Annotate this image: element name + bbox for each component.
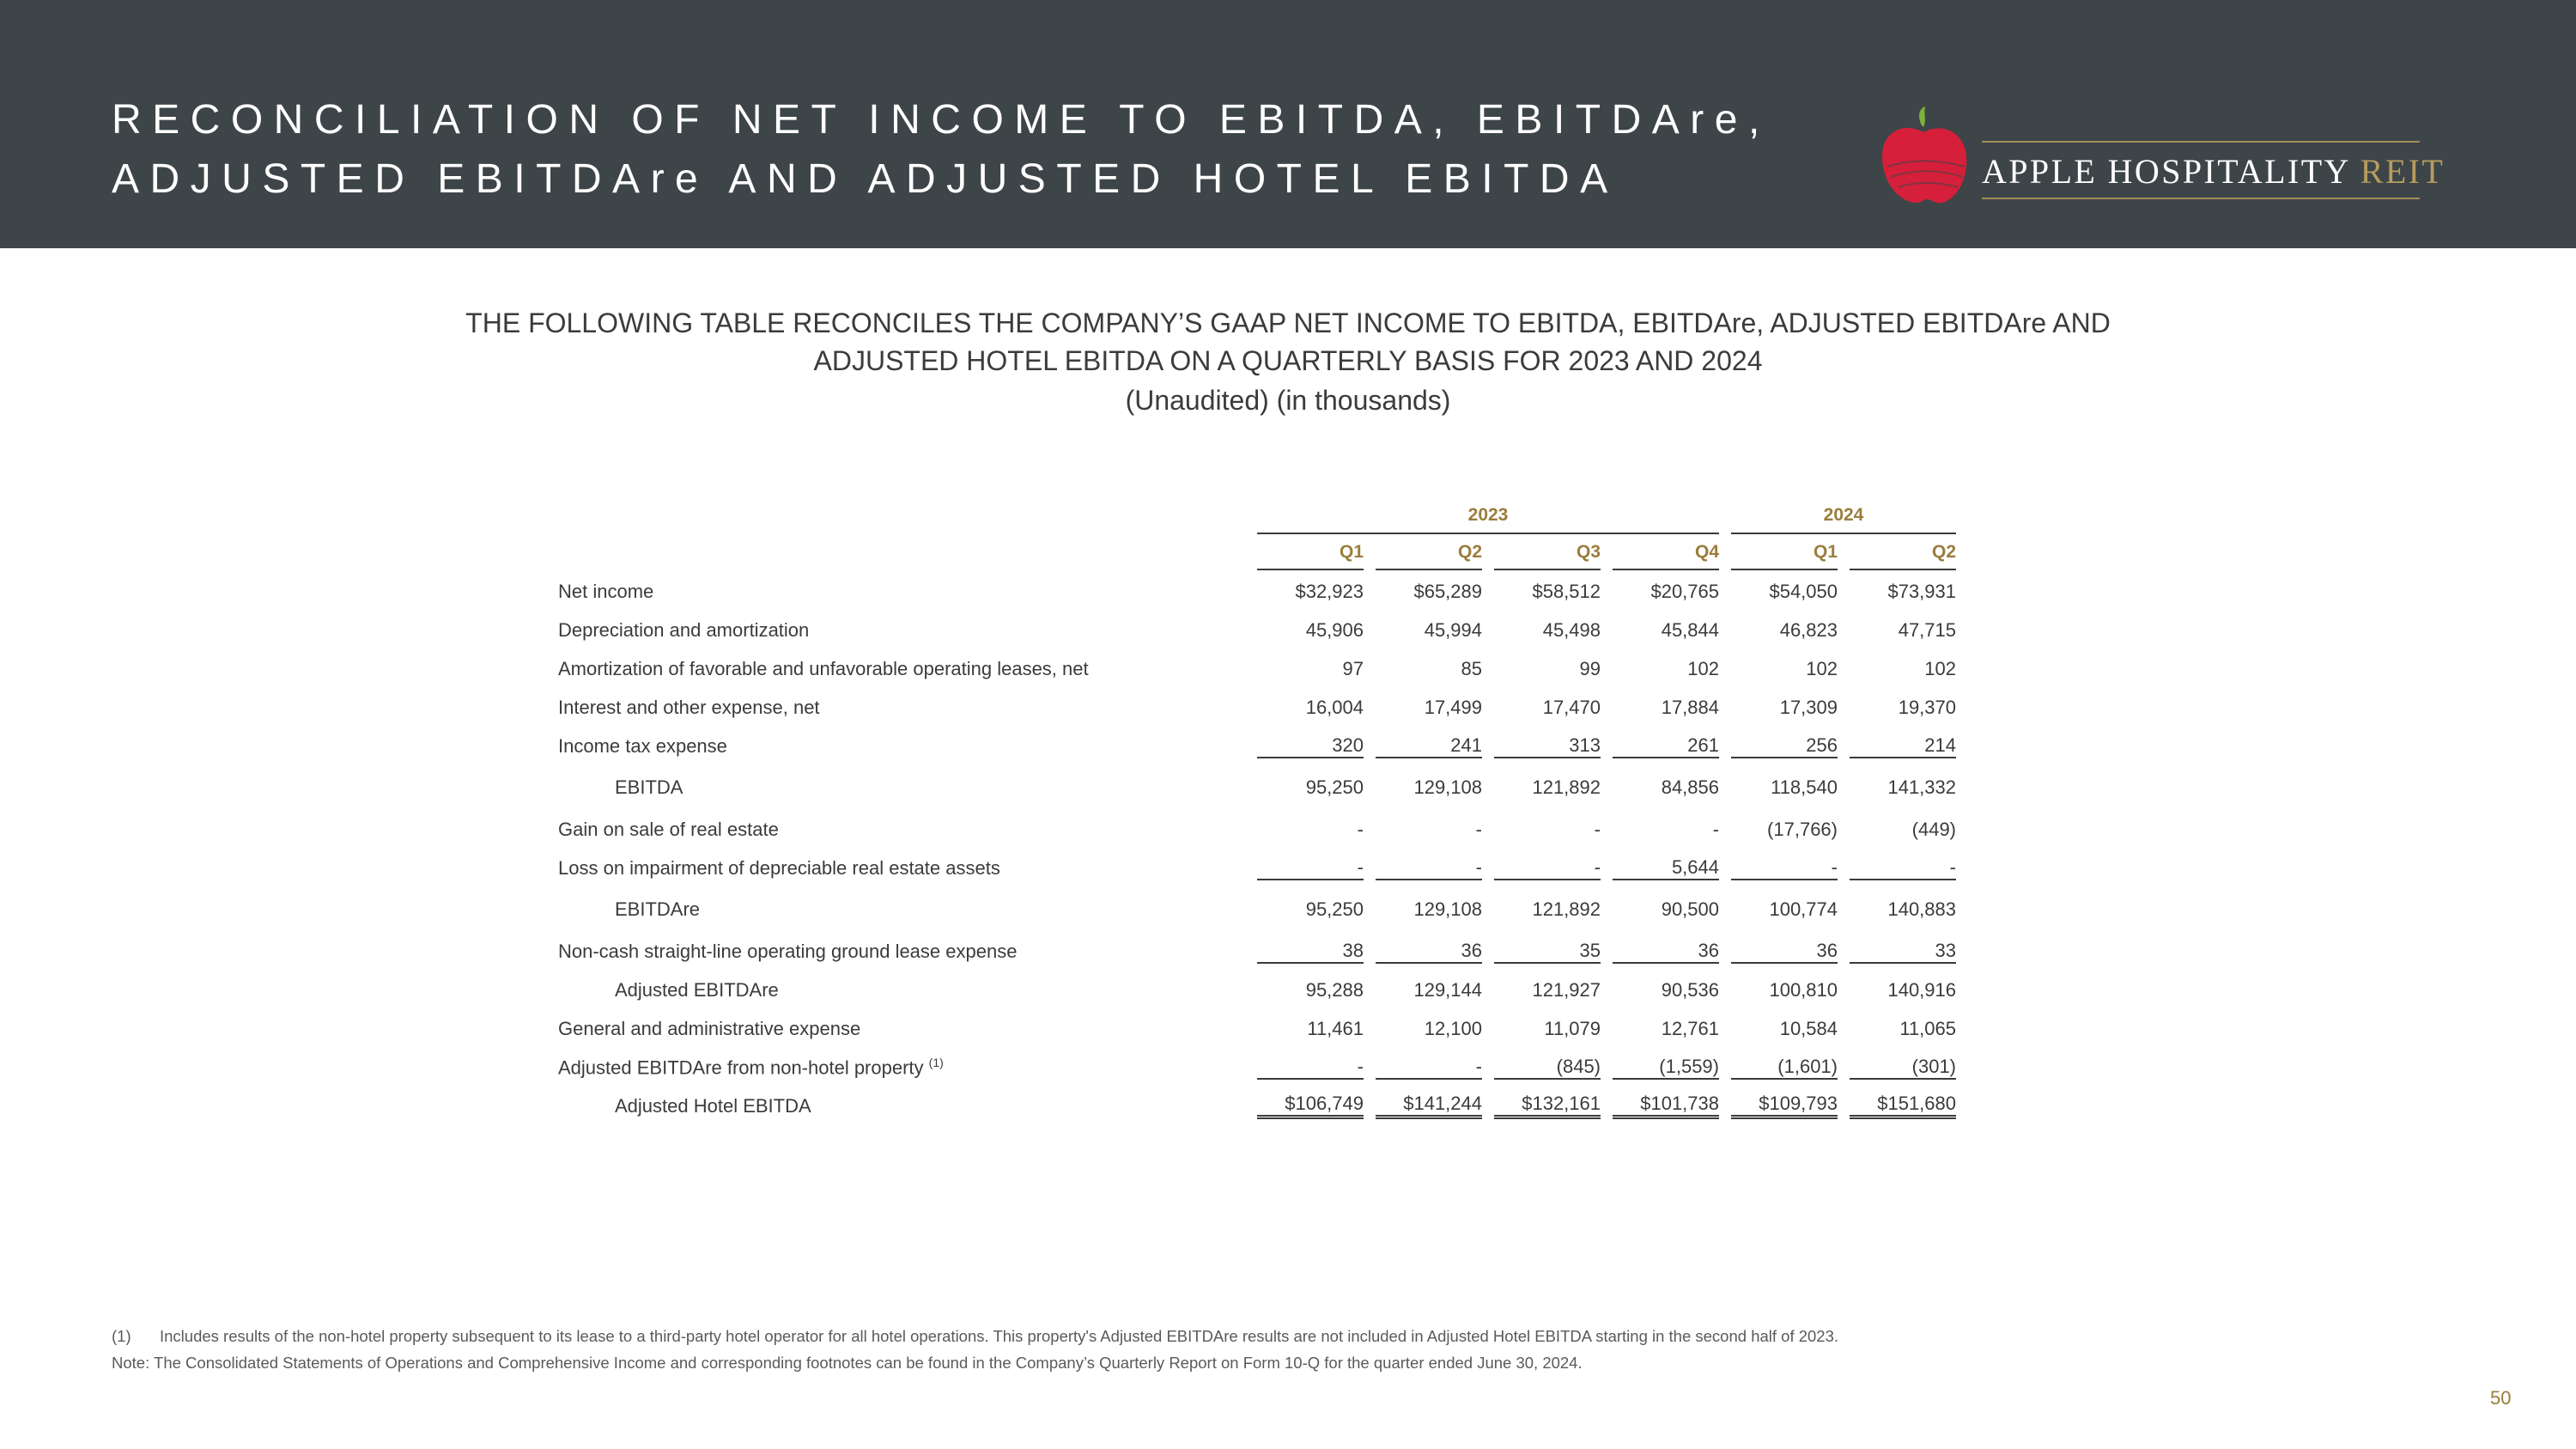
table-row — [558, 849, 1956, 887]
table-cell — [1257, 810, 1364, 849]
table-cell — [1613, 727, 1719, 765]
row-label — [558, 688, 1257, 727]
table-cell — [1850, 727, 1956, 765]
table-cell — [1613, 932, 1719, 971]
table-cell — [1850, 688, 1956, 727]
row-label — [558, 887, 1257, 932]
cell-value: 118,540 — [1771, 776, 1838, 798]
cell-value: 85 — [1461, 657, 1482, 679]
logo-text-accent: REIT — [2360, 152, 2445, 191]
table-cell — [1257, 611, 1364, 649]
row-label-text: Non-cash straight-line operating ground lease expense — [558, 940, 1018, 962]
row-label — [558, 810, 1257, 849]
table-cell — [1494, 849, 1601, 887]
cell-value: 45,994 — [1424, 618, 1482, 641]
year-header-row — [558, 498, 1956, 534]
table-cell — [1257, 688, 1364, 727]
table-row — [558, 688, 1956, 727]
table-cell — [1494, 611, 1601, 649]
table-heading-units: (Unaudited) (in thousands) — [1125, 385, 1451, 416]
table-cell — [1257, 887, 1364, 932]
page-title-line-2: ADJUSTED EBITDAre AND ADJUSTED HOTEL EBITDA — [112, 156, 1619, 202]
table-cell — [1376, 649, 1482, 688]
cell-value: $73,931 — [1887, 580, 1956, 602]
table-cell — [1257, 572, 1364, 611]
row-label-text: General and administrative expense — [558, 1017, 861, 1039]
table-cell — [1494, 1048, 1601, 1087]
table-cell — [1494, 810, 1601, 849]
table-cell — [1613, 849, 1719, 887]
cell-value: - — [1712, 818, 1719, 840]
apple-icon — [1879, 107, 1973, 210]
row-label — [558, 1009, 1257, 1048]
table-cell — [1376, 765, 1482, 810]
cell-value: 17,499 — [1424, 696, 1482, 718]
table-cell — [1613, 649, 1719, 688]
cell-value: 11,079 — [1544, 1017, 1601, 1039]
cell-value: $132,161 — [1494, 1093, 1601, 1119]
table-cell — [1850, 849, 1956, 887]
cell-value: - — [1594, 818, 1601, 840]
table-cell — [1376, 611, 1482, 649]
table-cell — [1731, 572, 1838, 611]
table-row — [558, 1009, 1956, 1048]
table-cell — [1494, 1087, 1601, 1125]
cell-value: $106,749 — [1257, 1093, 1364, 1119]
cell-value: 121,892 — [1532, 898, 1601, 920]
year-2023-header: 2023 — [1257, 498, 1719, 534]
cell-value: - — [1357, 818, 1364, 840]
cell-value: 11,065 — [1899, 1017, 1956, 1039]
cell-value: 19,370 — [1898, 696, 1956, 718]
row-label-text: EBITDAre — [615, 898, 701, 920]
table-cell — [1494, 971, 1601, 1009]
table-cell — [1257, 971, 1364, 1009]
cell-value: 241 — [1376, 734, 1482, 758]
table-row — [558, 572, 1956, 611]
footnote-1-text: Includes results of the non-hotel property subsequent to its lease to a third-party hotel operator for all hotel operations. This property's Adjusted EBITDAre results are not included in Adjusted Hotel EBITDA starting in the second half of 2023. — [160, 1327, 1839, 1345]
table-cell — [1613, 611, 1719, 649]
footnote-note: Note: The Consolidated Statements of Operations and Comprehensive Income and corresponding footnotes can be found in the Company’s Quarterly Report on Form 10-Q for the quarter ended June 30, 2024. — [112, 1354, 1583, 1372]
table-cell — [1494, 887, 1601, 932]
table-cell — [1850, 611, 1956, 649]
reconciliation-table — [558, 498, 1956, 1125]
table-cell — [1376, 1009, 1482, 1048]
table-cell — [1850, 810, 1956, 849]
footnote-1 — [112, 1323, 1838, 1349]
cell-value: (1,601) — [1731, 1056, 1838, 1080]
cell-value: 35 — [1494, 940, 1601, 964]
table-cell — [1376, 727, 1482, 765]
table-cell — [1731, 810, 1838, 849]
table-row — [558, 727, 1956, 765]
table-row — [558, 1087, 1956, 1125]
table-cell — [1850, 572, 1956, 611]
cell-value: 45,498 — [1542, 618, 1601, 641]
table-cell — [1731, 765, 1838, 810]
cell-value: 17,309 — [1779, 696, 1838, 718]
row-label-text: Adjusted EBITDAre from non-hotel property — [558, 1056, 924, 1079]
row-label-text: Amortization of favorable and unfavorable operating leases, net — [558, 657, 1089, 679]
cell-value: 140,916 — [1887, 978, 1956, 1001]
table-cell — [1613, 887, 1719, 932]
cell-value: 129,108 — [1413, 898, 1482, 920]
cell-value: 38 — [1257, 940, 1364, 964]
cell-value: 121,927 — [1532, 978, 1601, 1001]
table-row — [558, 1048, 1956, 1087]
cell-value: $20,765 — [1650, 580, 1719, 602]
table-cell — [1376, 1048, 1482, 1087]
table-cell — [1850, 1009, 1956, 1048]
row-label — [558, 572, 1257, 611]
cell-value: 102 — [1687, 657, 1719, 679]
table-cell — [1257, 849, 1364, 887]
table-cell — [1613, 688, 1719, 727]
table-cell — [1731, 1048, 1838, 1087]
table-row — [558, 932, 1956, 971]
row-label — [558, 765, 1257, 810]
table-row — [558, 765, 1956, 810]
cell-value: 33 — [1850, 940, 1956, 964]
cell-value: 11,461 — [1307, 1017, 1364, 1039]
cell-value: - — [1731, 856, 1838, 880]
cell-value: 47,715 — [1898, 618, 1956, 641]
table-cell — [1494, 765, 1601, 810]
table-cell — [1376, 932, 1482, 971]
table-cell — [1731, 1009, 1838, 1048]
table-cell — [1850, 1048, 1956, 1087]
cell-value: 256 — [1731, 734, 1838, 758]
row-label — [558, 727, 1257, 765]
cell-value: - — [1494, 856, 1601, 880]
table-cell — [1731, 1087, 1838, 1125]
year-2024-header: 2024 — [1731, 498, 1956, 534]
logo-rule-top — [1982, 141, 2420, 143]
table-cell — [1257, 727, 1364, 765]
table-row — [558, 611, 1956, 649]
table-row — [558, 810, 1956, 849]
cell-value: 10,584 — [1779, 1017, 1838, 1039]
cell-value: (301) — [1850, 1056, 1956, 1080]
title-banner — [0, 0, 2576, 248]
table-cell — [1613, 1009, 1719, 1048]
cell-value: - — [1376, 856, 1482, 880]
cell-value: 140,883 — [1887, 898, 1956, 920]
cell-value: 90,500 — [1661, 898, 1719, 920]
cell-value: 100,810 — [1769, 978, 1838, 1001]
company-logo — [1879, 107, 2445, 210]
table-cell — [1494, 572, 1601, 611]
table-cell — [1613, 572, 1719, 611]
row-label — [558, 932, 1257, 971]
cell-value: - — [1475, 818, 1482, 840]
row-label — [558, 1087, 1257, 1125]
cell-value: - — [1257, 1056, 1364, 1080]
cell-value: 90,536 — [1661, 978, 1719, 1001]
cell-value: $54,050 — [1769, 580, 1838, 602]
cell-value: 102 — [1924, 657, 1956, 679]
row-label — [558, 849, 1257, 887]
table-row — [558, 971, 1956, 1009]
cell-value: 17,470 — [1542, 696, 1601, 718]
logo-rule-bottom — [1982, 198, 2420, 199]
page-number: 50 — [2490, 1387, 2512, 1409]
cell-value: 95,250 — [1305, 898, 1364, 920]
table-cell — [1850, 765, 1956, 810]
cell-value: 46,823 — [1779, 618, 1838, 641]
cell-value: - — [1257, 856, 1364, 880]
quarter-header: Q1 — [1257, 536, 1364, 570]
table-cell — [1613, 1087, 1719, 1125]
table-cell — [1731, 688, 1838, 727]
cell-value: 320 — [1257, 734, 1364, 758]
cell-value: (449) — [1911, 818, 1956, 840]
cell-value: 95,250 — [1305, 776, 1364, 798]
cell-value: $101,738 — [1613, 1093, 1719, 1119]
table-cell — [1731, 611, 1838, 649]
table-cell — [1731, 727, 1838, 765]
table-cell — [1376, 887, 1482, 932]
cell-value: 5,644 — [1613, 856, 1719, 880]
table-heading-line-1: THE FOLLOWING TABLE RECONCILES THE COMPANY’S GAAP NET INCOME TO EBITDA, EBITDAre, ADJUSTED EBITDAre AND — [465, 307, 2111, 338]
row-label — [558, 611, 1257, 649]
logo-text-main: APPLE HOSPITALITY — [1982, 152, 2350, 191]
table-cell — [1850, 887, 1956, 932]
row-label-text: Loss on impairment of depreciable real estate assets — [558, 856, 1000, 879]
cell-value: $109,793 — [1731, 1093, 1838, 1119]
table-cell — [1731, 971, 1838, 1009]
table-cell — [1613, 1048, 1719, 1087]
cell-value: 99 — [1579, 657, 1601, 679]
table-cell — [1731, 649, 1838, 688]
cell-value: (17,766) — [1767, 818, 1838, 840]
cell-value: 36 — [1376, 940, 1482, 964]
table-heading-line-2: ADJUSTED HOTEL EBITDA ON A QUARTERLY BASIS FOR 2023 AND 2024 — [813, 345, 1763, 376]
cell-value: 16,004 — [1305, 696, 1364, 718]
cell-value: $151,680 — [1850, 1093, 1956, 1119]
table-cell — [1731, 887, 1838, 932]
table-cell — [1376, 572, 1482, 611]
cell-value: 97 — [1342, 657, 1364, 679]
cell-value: $58,512 — [1532, 580, 1601, 602]
table-cell — [1257, 649, 1364, 688]
footnotes — [112, 1323, 1838, 1376]
cell-value: 36 — [1613, 940, 1719, 964]
table-cell — [1257, 765, 1364, 810]
row-label-text: Adjusted EBITDAre — [615, 978, 779, 1001]
table-cell — [1613, 810, 1719, 849]
cell-value: 45,844 — [1661, 618, 1719, 641]
table-row — [558, 887, 1956, 932]
row-label-text: EBITDA — [615, 776, 683, 798]
row-label-text: Income tax expense — [558, 734, 727, 757]
cell-value: 214 — [1850, 734, 1956, 758]
cell-value: 121,892 — [1532, 776, 1601, 798]
row-label-text: Net income — [558, 580, 654, 602]
table-cell — [1850, 932, 1956, 971]
cell-value: 129,108 — [1413, 776, 1482, 798]
quarter-header: Q3 — [1494, 536, 1601, 570]
table-cell — [1376, 810, 1482, 849]
row-label-text: Depreciation and amortization — [558, 618, 810, 641]
table-cell — [1731, 932, 1838, 971]
row-label — [558, 971, 1257, 1009]
quarter-header: Q2 — [1376, 536, 1482, 570]
table-cell — [1613, 765, 1719, 810]
cell-value: 129,144 — [1413, 978, 1482, 1001]
table-cell — [1494, 688, 1601, 727]
row-label-text: Interest and other expense, net — [558, 696, 820, 718]
page-title-line-1: RECONCILIATION OF NET INCOME TO EBITDA, EBITDAre, — [112, 97, 1771, 143]
table-cell — [1613, 971, 1719, 1009]
table-cell — [1850, 649, 1956, 688]
cell-value: $65,289 — [1413, 580, 1482, 602]
cell-value: 12,761 — [1661, 1017, 1719, 1039]
table-cell — [1376, 1087, 1482, 1125]
cell-value: 12,100 — [1424, 1017, 1482, 1039]
cell-value: 95,288 — [1305, 978, 1364, 1001]
row-label — [558, 1048, 1257, 1087]
cell-value: 17,884 — [1661, 696, 1719, 718]
cell-value: - — [1376, 1056, 1482, 1080]
cell-value: (1,559) — [1613, 1056, 1719, 1080]
table-cell — [1494, 649, 1601, 688]
table-cell — [1850, 1087, 1956, 1125]
table-cell — [1257, 1009, 1364, 1048]
table-cell — [1494, 932, 1601, 971]
cell-value: 102 — [1806, 657, 1838, 679]
cell-value: 45,906 — [1305, 618, 1364, 641]
row-label-text: Adjusted Hotel EBITDA — [615, 1094, 811, 1117]
quarter-header-row — [558, 534, 1956, 572]
cell-value: $141,244 — [1376, 1093, 1482, 1119]
cell-value: $32,923 — [1295, 580, 1364, 602]
cell-value: 313 — [1494, 734, 1601, 758]
cell-value: - — [1850, 856, 1956, 880]
cell-value: 84,856 — [1661, 776, 1719, 798]
cell-value: 261 — [1613, 734, 1719, 758]
cell-value: (845) — [1494, 1056, 1601, 1080]
table-cell — [1257, 932, 1364, 971]
table-cell — [1376, 849, 1482, 887]
table-cell — [1850, 971, 1956, 1009]
table-row — [558, 649, 1956, 688]
quarter-header: Q1 — [1731, 536, 1838, 570]
row-label-text: Gain on sale of real estate — [558, 818, 779, 840]
table-cell — [1376, 971, 1482, 1009]
cell-value: 141,332 — [1887, 776, 1956, 798]
table-cell — [1494, 727, 1601, 765]
cell-value: 100,774 — [1769, 898, 1838, 920]
table-cell — [1731, 849, 1838, 887]
quarter-header: Q2 — [1850, 536, 1956, 570]
table-cell — [1494, 1009, 1601, 1048]
logo-wordmark — [1982, 151, 2445, 192]
quarter-header: Q4 — [1613, 536, 1719, 570]
cell-value: 36 — [1731, 940, 1838, 964]
table-cell — [1376, 688, 1482, 727]
table-cell — [1257, 1087, 1364, 1125]
table-cell — [1257, 1048, 1364, 1087]
footnote-reference: (1) — [928, 1055, 944, 1069]
footnote-marker: (1) — [112, 1327, 131, 1345]
row-label — [558, 649, 1257, 688]
